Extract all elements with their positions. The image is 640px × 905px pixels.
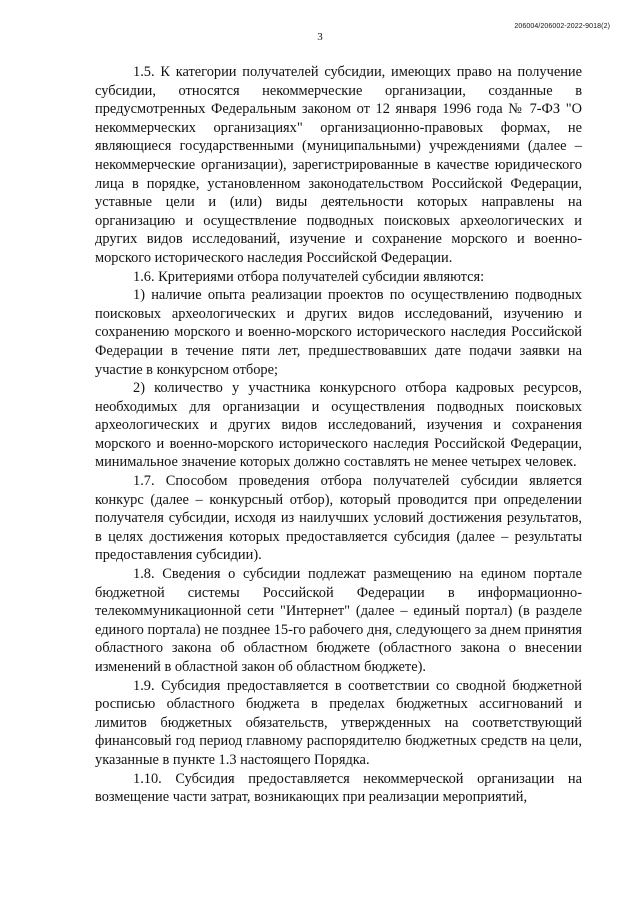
- document-id: 206004/206002-2022-9018(2): [514, 23, 610, 30]
- paragraph-1-9: 1.9. Субсидия предоставляется в соответствии со сводной бюджетной росписью областного бюджета в пределах бюджетных ассигнований и лимитов бюджетных обязательств, утвержденных на соответствующий финансовый год период главному распорядителю бюджетных средств на цели, указанные в пункте 1.3 настоящего Порядка.: [95, 677, 582, 768]
- paragraph-1-8: 1.8. Сведения о субсидии подлежат размещению на едином портале бюджетной системы Российской Федерации в информационно-телекоммуникационной сети "Интернет" (далее – единый портал) (в разделе единого портала) не позднее 15-го рабочего дня, следующего за днем принятия областного закона об областном бюджете (областного закона о внесении изменений в областной закон об областном бюджете).: [95, 566, 582, 675]
- criterion-1: 1) наличие опыта реализации проектов по осуществлению подводных поисковых археологических и других видов исследований, изучению и сохранению морского и военно-морского исторического наследия Российской Федерации в течение пяти лет, предшествовавших дате подачи заявки на участие в конкурсном отборе;: [95, 287, 582, 378]
- criterion-2: 2) количество у участника конкурсного отбора кадровых ресурсов, необходимых для организации и осуществления подводных поисковых археологических и других видов исследований, изучения и сохранения морского и военно-морского исторического наследия Российской Федерации, минимальное значение которых должно составлять не менее четырех человек.: [95, 380, 582, 471]
- paragraph-1-5: 1.5. К категории получателей субсидии, имеющих право на получение субсидии, относятся некоммерческие организации, созданные в предусмотренных Федеральным законом от 12 января 1996 года № 7-ФЗ "О некоммерческих организациях" организационно-правовых формах, не являющиеся государственными (муниципальными) учреждениями (далее – некоммерческие организации), зарегистрированные в качестве юридического лица в порядке, установленном законодательством Российской Федерации, уставные цели и (или) виды деятельности которых направлены на организацию и осуществление подводных поисковых археологических и других видов исследований, изучение и сохранение морского и военно-морского исторического наследия Российской Федерации.: [95, 64, 582, 266]
- paragraph-1-10: 1.10. Субсидия предоставляется некоммерческой организации на возмещение части затрат, возникающих при реализации мероприятий,: [95, 770, 582, 806]
- paragraph-1-7: 1.7. Способом проведения отбора получателей субсидии является конкурс (далее – конкурсный отбор), который проводится при определении получателя субсидии, исходя из наилучших условий достижения результатов, в целях достижения которых предоставляется субсидия (далее – результаты предоставления субсидии).: [95, 473, 582, 564]
- document-body: [95, 63, 582, 807]
- paragraph-1-6: 1.6. Критериями отбора получателей субсидии являются:: [133, 268, 485, 285]
- page-number: 3: [317, 31, 323, 43]
